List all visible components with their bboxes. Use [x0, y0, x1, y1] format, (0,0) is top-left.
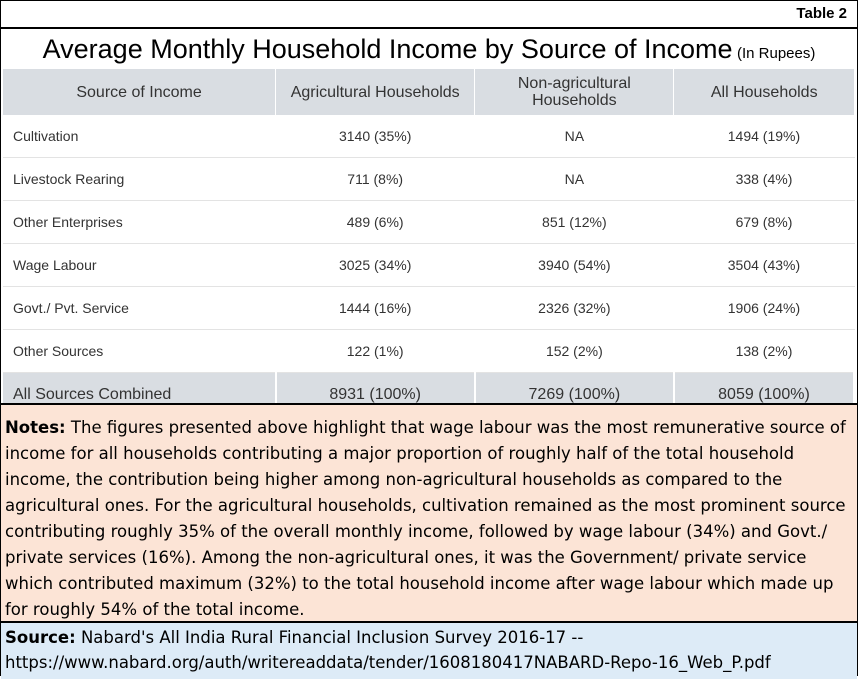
cell-all: 138 (2%)	[674, 330, 854, 373]
cell-agricultural: 1444 (16%)	[276, 287, 475, 330]
table-row	[3, 287, 854, 330]
column-header-agricultural: Agricultural Households	[276, 69, 475, 115]
column-header-source: Source of Income	[3, 69, 276, 115]
cell-non-agricultural: NA	[475, 115, 674, 158]
source-url[interactable]: https://www.nabard.org/auth/writereaddata/tender/1608180417NABARD-Repo-16_Web_P.pdf	[5, 653, 771, 672]
notes-box	[1, 403, 857, 625]
cell-all: 1494 (19%)	[674, 115, 854, 158]
cell-non-agricultural: 851 (12%)	[475, 201, 674, 244]
title-row	[1, 29, 857, 69]
cell-agricultural: 3025 (34%)	[276, 244, 475, 287]
cell-non-agricultural: NA	[475, 158, 674, 201]
table-row	[3, 244, 854, 287]
table-row	[3, 158, 854, 201]
cell-non-agricultural: 152 (2%)	[475, 330, 674, 373]
cell-source: Govt./ Pvt. Service	[3, 287, 276, 330]
cell-non-agricultural: 2326 (32%)	[475, 287, 674, 330]
source-box	[1, 621, 857, 679]
table-tag-row	[1, 1, 857, 29]
column-header-all: All Households	[674, 69, 854, 115]
cell-source: Other Enterprises	[3, 201, 276, 244]
cell-all: 338 (4%)	[674, 158, 854, 201]
cell-agricultural: 489 (6%)	[276, 201, 475, 244]
cell-all: 1906 (24%)	[674, 287, 854, 330]
total-agricultural: 8931 (100%)	[276, 373, 475, 418]
total-all: 8059 (100%)	[674, 373, 854, 418]
title-unit: (In Rupees)	[736, 45, 816, 62]
income-table	[3, 69, 855, 417]
cell-agricultural: 3140 (35%)	[276, 115, 475, 158]
table-header-row	[3, 69, 854, 115]
cell-all: 679 (8%)	[674, 201, 854, 244]
cell-agricultural: 122 (1%)	[276, 330, 475, 373]
table-tag: Table 2	[796, 5, 847, 22]
cell-source: Cultivation	[3, 115, 276, 158]
cell-source: Other Sources	[3, 330, 276, 373]
table-row	[3, 115, 854, 158]
notes-label: Notes:	[5, 418, 66, 437]
cell-all: 3504 (43%)	[674, 244, 854, 287]
table-row	[3, 201, 854, 244]
column-header-non-agricultural: Non-agricultural Households	[475, 69, 674, 115]
cell-non-agricultural: 3940 (54%)	[475, 244, 674, 287]
cell-source: Livestock Rearing	[3, 158, 276, 201]
source-text: Nabard's All India Rural Financial Inclusion Survey 2016-17 --	[80, 628, 584, 647]
cell-source: Wage Labour	[3, 244, 276, 287]
source-label: Source:	[5, 628, 76, 647]
total-label: All Sources Combined	[3, 373, 276, 418]
notes-text: The figures presented above highlight that wage labour was the most remunerative source of income for all households contributing a major proportion of roughly half of the total household income, the contribution being higher among non-agricultural households as compared to the agricultural ones. For the agricultural households, cultivation remained as the most prominent source contributing roughly 35% of the overall monthly income, followed by wage labour (34%) and Govt./ private services (16%). Among the non-agricultural ones, it was the Government/ private service which contributed maximum (32%) to the total household income after wage labour which made up for roughly 54% of the total income.	[5, 418, 846, 619]
page-title: Average Monthly Household Income by Source of Income	[42, 34, 733, 64]
total-non-agricultural: 7269 (100%)	[475, 373, 674, 418]
cell-agricultural: 711 (8%)	[276, 158, 475, 201]
table-row	[3, 330, 854, 373]
